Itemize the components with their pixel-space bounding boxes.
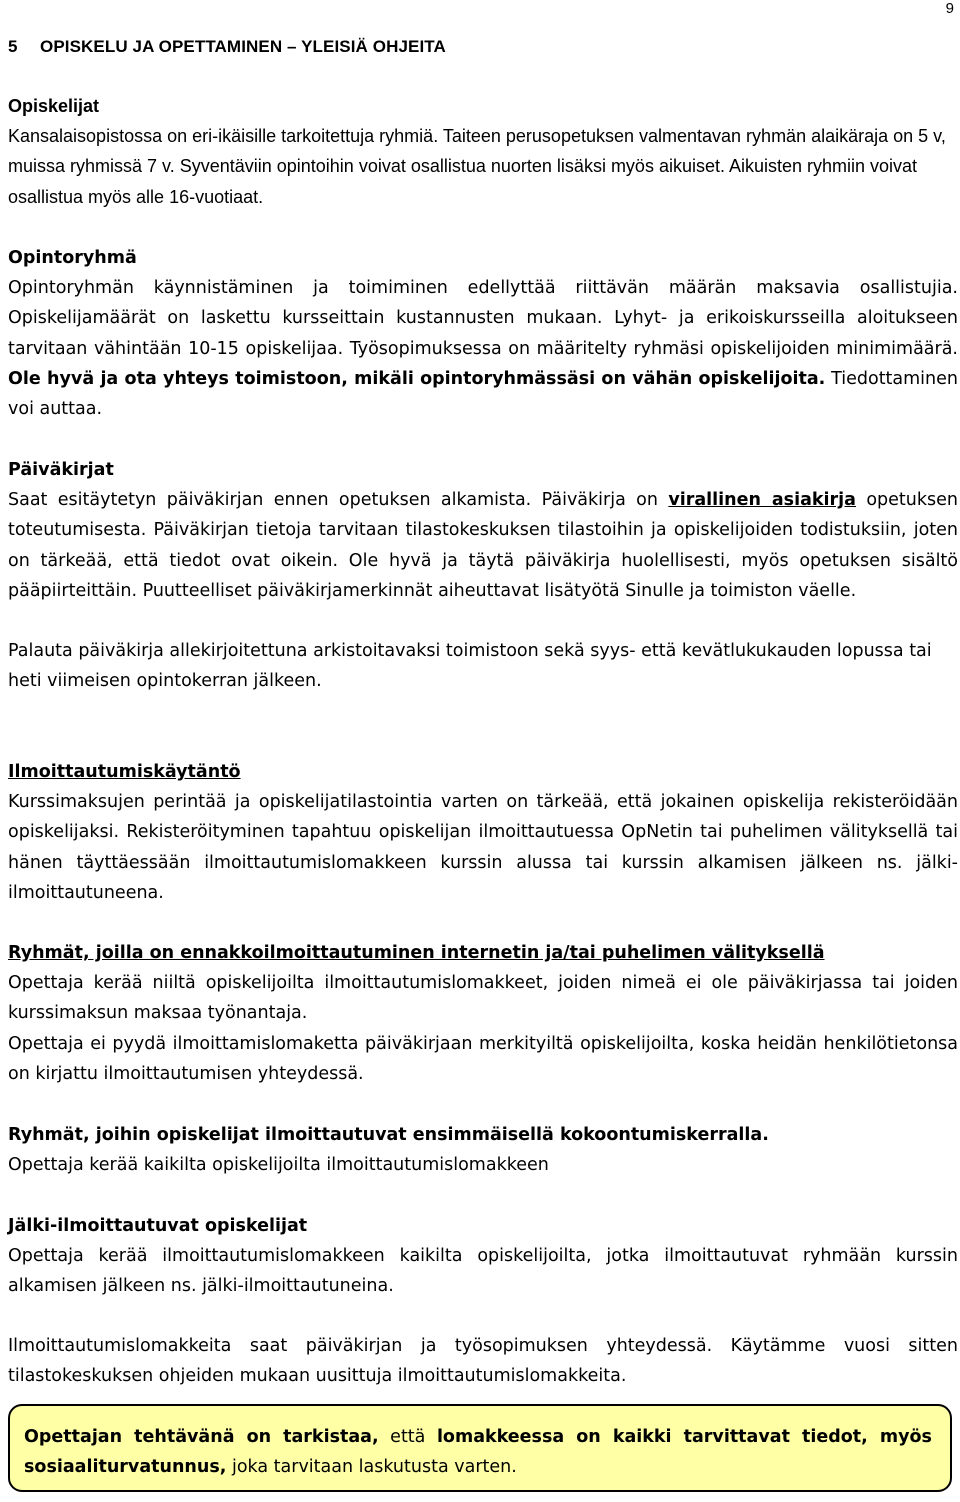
highlight-note-box xyxy=(8,1404,952,1492)
paivakirjat-emphasis: virallinen asiakirja xyxy=(668,490,856,511)
opintoryhma-text: Opintoryhmän käynnistäminen ja toimiminen edellyttää riittävän määrän maksavia osallistujia. Opiskelijamäärät on laskettu kursseittain kustannusten mukaan. Lyhyt- ja erikoiskursseilla aloitukseen tarvitaan vähintään 10-15 opiskelijaa. Työsopimuksessa on määritelty ryhmäsi opiskelijoiden minimimäärä. xyxy=(8,278,958,359)
paragraph-paivakirjat xyxy=(8,485,958,606)
note-text xyxy=(24,1422,932,1482)
paivakirjat-text-2: opetuksen toteutumisesta. Päiväkirjan tietoja tarvitaan tilastokeskuksen tilastoihin ja opiskelijoiden todistuksiin, joten on tärkeää, että tiedot ovat oikein. Ole hyvä ja täytä päiväkirja huolellisesti, myös opetuksen sisältö pääpiirteittäin. Puutteelliset päiväkirjamerkinnät aiheuttavat lisätyötä Sinulle ja toimiston väelle. xyxy=(8,490,958,601)
paragraph-ennakko-2: Opettaja ei pyydä ilmoittamislomaketta päiväkirjaan merkityiltä opiskelijoilta, koska heidän henkilötietonsa on kirjattu ilmoittautumisen yhteydessä. xyxy=(8,1033,958,1084)
section-opintoryhma xyxy=(8,243,958,424)
section-jalki-ilmoittautuvat xyxy=(8,1211,958,1302)
opintoryhma-tail-text: Tiedottaminen voi auttaa. xyxy=(8,368,958,420)
note-bold-2: lomakkeessa on kaikki tarvittavat tiedot, myös sosiaaliturvatunnus, xyxy=(24,1427,932,1478)
paragraph-jalki-ilmoittautuvat: Opettaja kerää ilmoittautumislomakkeen kaikilta opiskelijoilta, jotka ilmoittautuvat ryhmään kurssin alkamisen jälkeen ns. jälki-ilmoittautuneina. xyxy=(8,1246,958,1297)
heading-kokoontuminen: Ryhmät, joihin opiskelijat ilmoittautuvat ensimmäisellä kokoontumiskerralla. xyxy=(8,1125,769,1145)
paragraph-opiskelijat: Kansalaisopistossa on eri-ikäisille tarkoitettuja ryhmiä. Taiteen perusopetuksen valmentavan ryhmän alaikäraja on 5 v, muissa ryhmissä 7 v. Syventäviin opintoihin voivat osallistua nuorten lisäksi myös aikuiset. Aikuisten ryhmiin voivat osallistua myös alle 16-vuotiaat. xyxy=(8,126,946,207)
section-opiskelijat xyxy=(8,91,958,212)
opintoryhma-bold-text: Ole hyvä ja ota yhteys toimistoon, mikäli opintoryhmässäsi on vähän opiskelijoita. xyxy=(8,368,826,389)
paragraph-opintoryhma xyxy=(8,273,958,424)
heading-jalki-ilmoittautuvat: Jälki-ilmoittautuvat opiskelijat xyxy=(8,1216,308,1236)
paragraph-lomakkeet: Ilmoittautumislomakkeita saat päiväkirjan ja työsopimuksen yhteydessä. Käytämme vuosi sitten tilastokeskuksen ohjeiden mukaan uusittuja ilmoittautumislomakkeita. xyxy=(8,1336,958,1387)
section-number: 5 xyxy=(8,37,18,56)
heading-opiskelijat: Opiskelijat xyxy=(8,96,100,116)
paragraph-ilmoittautumiskaytanto: Kurssimaksujen perintää ja opiskelijatilastointia varten on tärkeää, että jokainen opiskelija rekisteröidään opiskelijaksi. Rekisteröityminen tapahtuu opiskelijan ilmoittautuessa OpNetin tai puhelimen välityksellä tai hänen täyttäessään ilmoittautumislomakkeen kurssin alussa tai kurssin alkamisen jälkeen ns. jälki-ilmoittautuneena. xyxy=(8,792,958,903)
heading-ennakkoilmoittautuminen: Ryhmät, joilla on ennakkoilmoittautuminen internetin ja/tai puhelimen välityksellä xyxy=(8,943,825,963)
paivakirjat-text-1: Saat esitäytetyn päiväkirjan ennen opetuksen alkamista. Päiväkirja on xyxy=(8,490,658,511)
heading-ilmoittautumiskaytanto: Ilmoittautumiskäytäntö xyxy=(8,762,241,782)
section-title xyxy=(8,37,446,57)
heading-opintoryhma: Opintoryhmä xyxy=(8,248,137,268)
section-ennakkoilmoittautuminen xyxy=(8,938,958,1089)
section-lomakkeet xyxy=(8,1331,958,1391)
section-ilmoittautumiskaytanto xyxy=(8,757,958,908)
paragraph-ennakko-1: Opettaja kerää niiltä opiskelijoilta ilmoittautumislomakkeet, joiden nimeä ei ole päiväkirjassa tai joiden kurssimaksun maksaa työnantaja. xyxy=(8,973,958,1024)
section-paivakirjat xyxy=(8,455,958,696)
paragraph-kokoontuminen: Opettaja kerää kaikilta opiskelijoilta ilmoittautumislomakkeen xyxy=(8,1155,549,1176)
section-title-text: OPISKELU JA OPETTAMINEN – YLEISIÄ OHJEITA xyxy=(40,37,446,56)
paragraph-palauta: Palauta päiväkirja allekirjoitettuna arkistoitavaksi toimistoon sekä syys- että kevätlukukauden lopussa tai heti viimeisen opintokerran jälkeen. xyxy=(8,641,932,692)
heading-paivakirjat: Päiväkirjat xyxy=(8,460,114,480)
note-normal-1: että xyxy=(390,1427,426,1447)
note-normal-2: joka tarvitaan laskutusta varten. xyxy=(231,1457,517,1478)
note-bold-1: Opettajan tehtävänä on tarkistaa, xyxy=(24,1427,379,1447)
section-kokoontuminen xyxy=(8,1120,958,1180)
page-number: 9 xyxy=(945,0,954,17)
